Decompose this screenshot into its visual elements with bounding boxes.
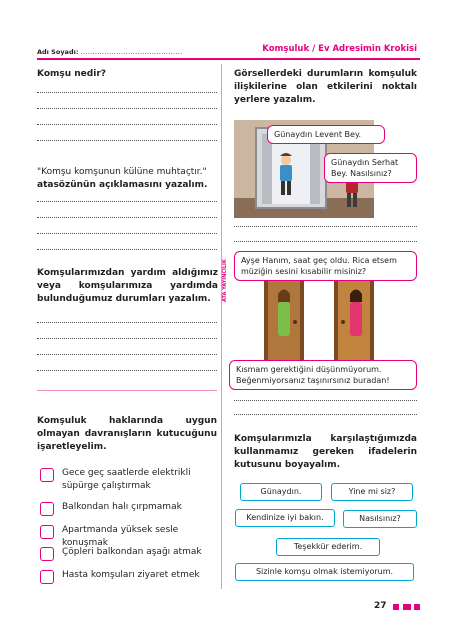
checkbox[interactable]: [40, 468, 54, 482]
doors-illustration: [250, 270, 390, 368]
phrase-box[interactable]: Nasılsınız?: [343, 510, 417, 528]
checklist-item[interactable]: [40, 546, 218, 561]
question-atasozu-line2: atasözünün açıklamasını yazalım.: [37, 180, 208, 190]
name-label: Adı Soyadı:: [37, 48, 79, 56]
question-atasozu-line1: "Komşu komşunun külüne muhtaçtır.": [37, 167, 207, 177]
question-yardim: Komşularımızdan yardım aldığımız veya komşularımıza yardımda bulunduğumuz durumları yazalım.: [37, 268, 218, 304]
question-komsu-nedir: Komşu nedir?: [37, 69, 106, 79]
column-divider: [221, 64, 222, 589]
answer-lines-2[interactable]: [37, 201, 217, 250]
question-ifadeler: Komşularımızla karşılaştığımızda kullanmamız gereken ifadelerin kutusunu boyayalım.: [234, 434, 417, 470]
phrase-box[interactable]: Günaydın.: [240, 483, 322, 501]
phrase-box[interactable]: Kendinize iyi bakın.: [235, 509, 335, 527]
checklist-item[interactable]: [40, 569, 218, 584]
checklist-item-label: Apartmanda yüksek sesle konuşmak: [62, 525, 179, 548]
speech-bubble-reply: Günaydın Serhat Bey. Nasılsınız?: [324, 153, 417, 183]
answer-lines-scene1[interactable]: [234, 226, 417, 242]
answer-lines-3[interactable]: [37, 322, 217, 371]
checkbox[interactable]: [40, 502, 54, 516]
page-title: Komşuluk / Ev Adresimin Krokisi: [262, 44, 417, 54]
speech-bubble-greeting: Günaydın Levent Bey.: [267, 125, 385, 144]
checklist-item[interactable]: [40, 501, 218, 516]
phrase-box[interactable]: Teşekkür ederim.: [276, 538, 380, 556]
neighbor-woman-left: [278, 290, 290, 337]
question-gorseller: Görsellerdeki durumların komşuluk ilişkilerine olan etkilerini noktalı yerlere yazalım.: [234, 69, 417, 105]
footer-bar: [403, 604, 411, 610]
footer-bar: [414, 604, 420, 610]
neighbor-woman-right: [350, 290, 362, 337]
checklist-item-label: Çöpleri balkondan aşağı atmak: [62, 547, 202, 557]
name-field[interactable]: [37, 48, 182, 56]
header-divider: [37, 58, 420, 60]
question-komsuluk-haklari: Komşuluk haklarında uygun olmayan davranışların kutucuğunu işaretleyelim.: [37, 416, 217, 452]
checklist-item-label: Hasta komşuları ziyaret etmek: [62, 570, 200, 580]
name-dots: ...........................................: [80, 48, 183, 56]
checklist-item[interactable]: [40, 467, 218, 493]
publisher-label: ATA YAYINCILIK: [222, 259, 228, 302]
phrase-box[interactable]: Yine mi siz?: [331, 483, 413, 501]
checkbox[interactable]: [40, 547, 54, 561]
phrase-box[interactable]: Sizinle komşu olmak istemiyorum.: [235, 563, 414, 581]
speech-bubble-request: Ayşe Hanım, saat geç oldu. Rica etsem müziğin sesini kısabilir misiniz?: [234, 251, 417, 281]
answer-lines-1[interactable]: [37, 92, 217, 141]
section-divider: [37, 390, 217, 391]
checklist-item-label: Gece geç saatlerde elektrikli süpürge çalıştırmak: [62, 468, 191, 491]
checkbox[interactable]: [40, 570, 54, 584]
footer-bar: [393, 604, 399, 610]
page-number: 27: [374, 601, 387, 611]
speech-bubble-refusal: Kısmam gerektiğini düşünmüyorum. Beğenmiyorsanız taşınırsınız buradan!: [229, 360, 417, 390]
checkbox[interactable]: [40, 525, 54, 539]
answer-lines-scene2[interactable]: [234, 400, 417, 415]
checklist-item-label: Balkondan halı çırpmamak: [62, 502, 182, 512]
